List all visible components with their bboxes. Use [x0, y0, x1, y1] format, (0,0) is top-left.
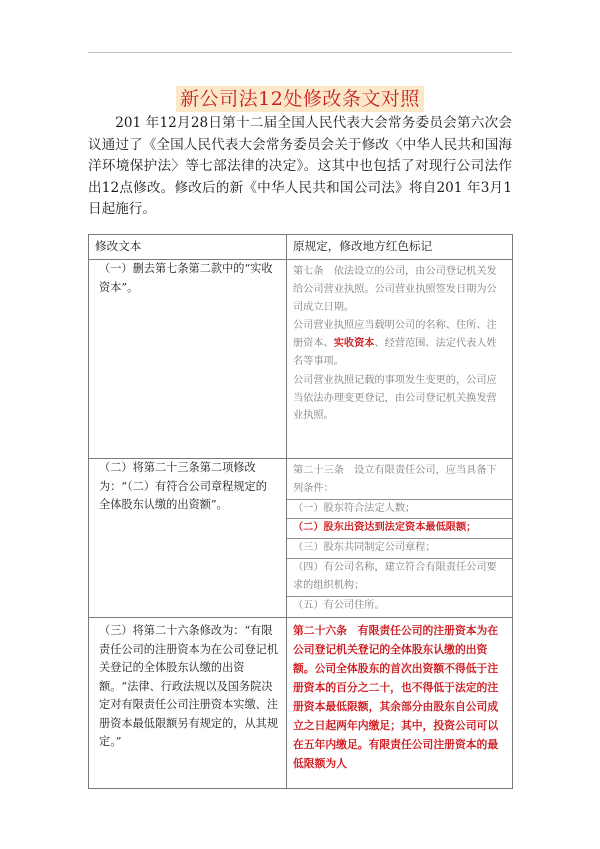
article-26-original: 第二十六条 有限责任公司的注册资本为在公司登记机关登记的全体股东认缴的出资额。公司全体股东的首次出资额不得低于注册资本的百分之二十，也不得低于法定的注册资本最低限额，其余部分由股东自公司成立之日起两年内缴足；其中，投资公司可以在五年内缴足。有限责任公司注册资本的最低限额为人 — [293, 624, 499, 771]
condition-item: （三）股东共同制定公司章程； — [293, 542, 436, 554]
article-7-paragraph-3: 公司营业执照记载的事项发生变更的，公司应当依法办理变更登记，由公司登记机关换发营业执照。 — [293, 374, 497, 422]
table-row — [89, 459, 513, 618]
article-7-paragraph-1: 第七条 依法设立的公司，由公司登记机关发给公司营业执照。公司营业执照签发日期为公司成立日期。 — [293, 266, 497, 313]
original-cell — [287, 260, 513, 459]
condition-item: （四）有公司名称，建立符合有限责任公司要求的组织机构； — [293, 561, 497, 591]
table-row — [89, 618, 513, 789]
intro-paragraph: 201 年12月28日第十二届全国人民代表大会常务委员会第六次会议通过了《全国人民代表大会常务委员会关于修改〈中华人民共和国海洋环境保护法〉等七部法律的决定》。这其中也包括了对现行公司法作出12点修改。修改后的新《中华人民共和国公司法》将自201 年3月1日起施行。 — [88, 115, 512, 217]
table-row — [89, 260, 513, 459]
header-revised-text: 修改文本 — [89, 235, 287, 260]
comparison-table — [88, 234, 513, 789]
header-rule — [88, 52, 512, 53]
original-cell — [287, 459, 513, 618]
revision-cell: （一）删去第七条第二款中的“实收资本”。 — [89, 260, 287, 459]
article-23-intro: 第二十三条 设立有限责任公司，应当具备下列条件： — [293, 465, 497, 494]
document-title: 新公司法12处修改条文对照 — [176, 86, 424, 112]
original-cell — [287, 618, 513, 789]
header-original-text: 原规定，修改地方红色标记 — [287, 235, 513, 260]
condition-item: （一）股东符合法定人数； — [293, 502, 416, 514]
condition-item: （五）有公司住所。 — [293, 599, 385, 611]
table-header-row — [89, 235, 513, 260]
article-7-paragraph-2: 公司营业执照应当载明公司的名称、住所、注册资本、实收资本、经营范围、法定代表人姓名等事项。 — [293, 320, 497, 367]
condition-item-modified: （二）股东出资达到法定资本最低限额； — [293, 522, 477, 534]
deleted-term-highlight: 实收资本 — [333, 338, 375, 350]
title-container — [0, 86, 600, 112]
revision-cell: （二）将第二十三条第二项修改为：“（二）有符合公司章程规定的全体股东认缴的出资额”。 — [89, 459, 287, 618]
revision-cell: （三）将第二十六条修改为：“有限责任公司的注册资本为在公司登记机关登记的全体股东认缴的出资额。“法律、行政法规以及国务院决定对有限责任公司注册资本实缴、注册资本最低限额另有规定的，从其规定。” — [89, 618, 287, 789]
